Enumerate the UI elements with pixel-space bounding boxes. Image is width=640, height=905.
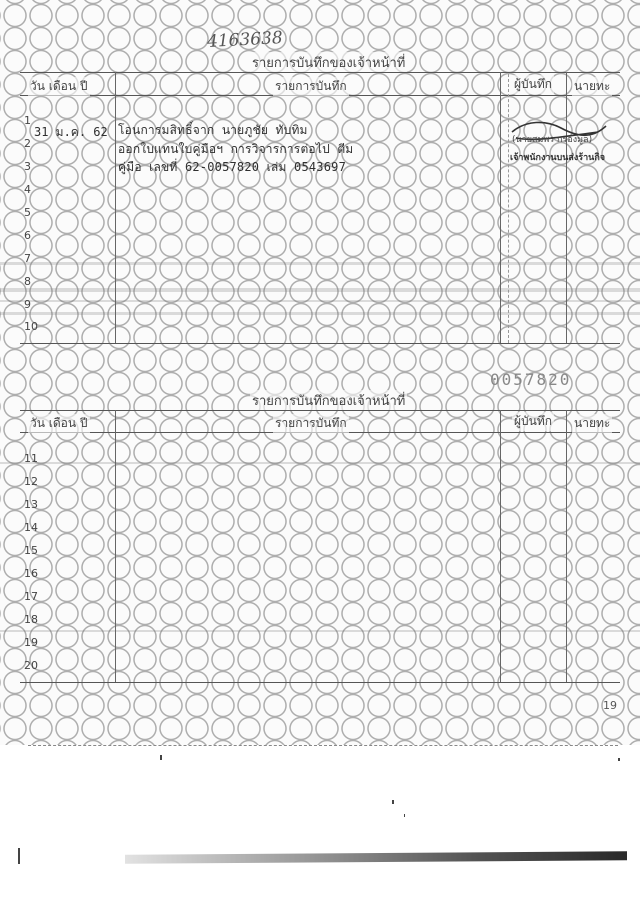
scan-artifact (0, 262, 640, 265)
header-entry: รายการบันทึก (273, 414, 349, 433)
header-recorder: ผู้บันทึก (512, 412, 554, 431)
table-top-border (20, 410, 620, 411)
row-number: 15 (24, 544, 38, 557)
header-entry: รายการบันทึก (273, 77, 349, 96)
table-top-border (20, 72, 620, 73)
row-number: 12 (24, 475, 38, 488)
signature-name: (นายสมพร กรองมูล) (512, 135, 593, 145)
section-title: รายการบันทึกของเจ้าหน้าที่ (250, 390, 407, 411)
row-number: 9 (24, 298, 31, 311)
row-number: 10 (24, 320, 38, 333)
header-date: วัน เดือน ปี (28, 414, 90, 433)
row-number: 20 (24, 659, 38, 672)
row-number: 8 (24, 275, 31, 288)
scan-artifact (0, 462, 640, 464)
header-registrar: นายทะ (572, 77, 612, 96)
row-number: 11 (24, 452, 38, 465)
header-recorder: ผู้บันทึก (512, 75, 554, 94)
entry-line: ออกใบแทนใบคู่มือฯ การวิจารการต่อไป ตีม (118, 142, 354, 156)
row-number: 19 (24, 636, 38, 649)
row-number: 2 (24, 137, 31, 150)
section-title: รายการบันทึกของเจ้าหน้าที่ (250, 52, 407, 73)
row-number: 14 (24, 521, 38, 534)
table-bottom-border (20, 343, 620, 344)
scan-speck (18, 848, 20, 864)
entry-date: 31 ม.ค. 62 (34, 125, 108, 139)
scan-speck (404, 814, 405, 817)
header-date: วัน เดือน ปี (28, 77, 90, 96)
scan-speck (618, 758, 620, 761)
row-number: 3 (24, 160, 31, 173)
header-registrar: นายทะ (572, 414, 612, 433)
row-number: 1 (24, 114, 31, 127)
bleed-through-number: 0057820 (490, 370, 572, 389)
scan-speck (392, 800, 394, 804)
column-divider (566, 72, 567, 343)
entry-line: โอนการมสิทธิ์จาก นายภูชัย ทับทิม (118, 123, 308, 137)
row-number: 4 (24, 183, 31, 196)
scan-artifact (0, 312, 640, 315)
column-divider (115, 410, 116, 682)
row-number: 16 (24, 567, 38, 580)
entry-line: คู่มือ เลขที่ 62-0057820 เล่ม 0543697 (118, 160, 346, 174)
handwritten-document-id: 4163638 (206, 28, 284, 52)
scan-artifact (0, 288, 640, 292)
row-number: 7 (24, 252, 31, 265)
table-bottom-border (20, 682, 620, 683)
page-number: 19 (603, 699, 617, 712)
column-divider (500, 410, 501, 682)
sheet-edge (28, 745, 618, 746)
scan-speck (160, 755, 162, 760)
scan-shadow-bar (125, 851, 627, 864)
scan-artifact (0, 300, 640, 302)
row-number: 17 (24, 590, 38, 603)
row-number: 5 (24, 206, 31, 219)
column-divider (508, 74, 509, 343)
row-number: 6 (24, 229, 31, 242)
column-divider (115, 72, 116, 343)
signature-position: เจ้าพนักงานบนส่งร้านกิจ (510, 153, 606, 163)
scan-artifact (0, 630, 640, 632)
column-divider (500, 72, 501, 343)
column-divider (566, 410, 567, 682)
row-number: 13 (24, 498, 38, 511)
row-number: 18 (24, 613, 38, 626)
officer-signature (506, 118, 616, 168)
